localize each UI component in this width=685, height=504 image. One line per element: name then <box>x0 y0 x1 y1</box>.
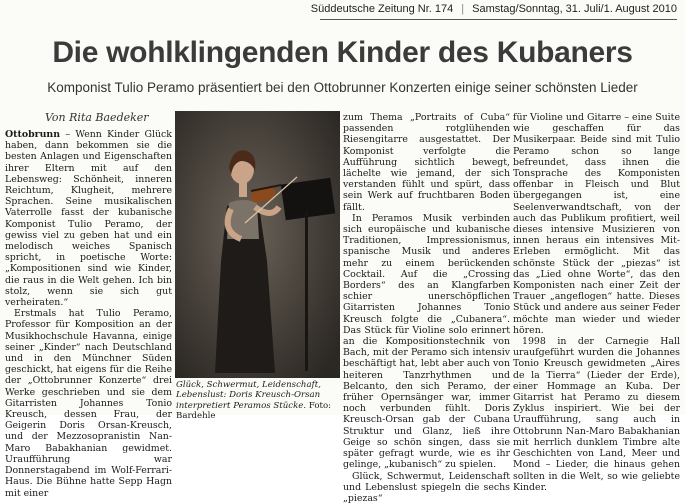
article-photo <box>175 111 340 378</box>
violinist-photo-illustration <box>175 111 340 378</box>
photo-credit: Foto: Bardehle <box>176 401 331 421</box>
paragraph: zum Thema „Portraits of Cuba“ passenden rotglühenden Riesengitarre ausgestattet. Der Komponist verfolgte die Aufführung sichtlich bewegt, lächelte wie jemand, der sich verstanden fühlt und spürt, dass sein Werk auf fruchtbaren Boden fällt. <box>343 112 510 213</box>
subtitle: Komponist Tulio Peramo präsentiert bei den Ottobrunner Konzerten einige seiner schönsten Lieder <box>0 80 685 95</box>
article-column-4 <box>513 112 680 493</box>
paragraph-text: – Wenn Kinder Glück haben, dann bekommen sie die besten Anlagen und Eigenschaften ihrer Eltern mit auf den Lebensweg: Schönheit, inneren Reichtum, Klugheit, mehrere Sprachen. Seine musikalischen Vaterrolle fasst der kubanische Komponist Tulio Peramo, der gewiss viel zu geben hat und ein melodisch weiches Spanisch spricht, in poetische Worte: „Kompositionen sind wie Kinder, die raus in die Welt gehen. Ich bin stolz, wenn sie sich gut verheiraten.“ <box>5 129 172 308</box>
masthead-rule <box>320 19 677 20</box>
headline: Die wohlklingenden Kinder des Kubaners <box>0 36 685 70</box>
issue-date: Samstag/Sonntag, 31. Juli/1. August 2010 <box>472 3 677 15</box>
paragraph: In Peramos Musik verbinden sich europäische und kubanische Traditionen, Impressionismus, spanische Musik und anderes mehr zu einem berückenden Cocktail. Auf die „Crossing Borders“ des an Klangfarben schier unerschöpflichen Gitarristen Johannes Tonio Kreusch folgte die „Cubanera“. Das Stück für Violine solo erinnert an die Kompositionstechnik von Bach, mit der Peramo sich intensiv beschäftigt hat, lebt aber auch von heiteren Tanzrhythmen und Belcanto, den sich Peramo, der früher Opernsänger war, immer noch verbunden fühlt. Doris Kreusch-Orsan gab der Cubana Struktur und Glanz, ließ ihre Geige so schön singen, dass sie später gefragt wurde, wie es ihr gelinge, „kubanisch“ zu spielen. <box>343 213 510 471</box>
article-column-1 <box>5 129 172 499</box>
paragraph <box>5 129 172 308</box>
masthead-separator: | <box>461 3 464 15</box>
masthead <box>311 3 677 15</box>
paragraph: Glück, Schwermut, Leidenschaft und Lebenslust spiegeln die sechs „piezas“ <box>343 471 510 504</box>
paragraph: 1998 in der Carnegie Hall uraufgeführt wurden die Johannes Tonio Kreusch gewidmeten „Aires de la Tierra“ (Lieder der Erde), einer Hommage an Kuba. Der Gitarrist hat Peramo zu diesem Zyklus inspiriert. Wie bei der Uraufführung, sang auch in Ottobrunn Nan-Maro Babakhanian mit herrlich dunklem Timbre alte Geschichten von Land, Meer und Mond – Lieder, die hinaus gehen sollten in die Welt, so wie geliebte Kinder. <box>513 336 680 493</box>
byline: Von Rita Baedeker <box>45 111 149 124</box>
newspaper-name: Süddeutsche Zeitung Nr. 174 <box>311 3 453 15</box>
dateline: Ottobrunn <box>5 129 60 140</box>
caption-text: Glück, Schwermut, Leidenschaft, Lebenslust: Doris Kreusch-Orsan interpretiert Peramos Stücke. <box>176 380 321 411</box>
paragraph: für Violine und Gitarre – eine Suite wie geschaffen für das Musikerpaar. Beide sind mit Tulio Peramo schon so lange befreundet, dass ihnen die Tonsprache des Komponisten offenbar in Fleisch und Blut übergegangen ist, eine Seelenverwandtschaft, von der auch das Publikum profitiert, weil dieses intensive Musizieren von innen heraus ein intensives Mit-Erleben ermöglicht. Mit das schönste Stück der „piezas“ ist das „Lied ohne Worte“, das den Komponisten nach einer Zeit der Trauer „angeflogen“ hatte. Dieses Stück und andere aus seiner Feder möchte man wieder und wieder hören. <box>513 112 680 336</box>
paragraph: Erstmals hat Tulio Peramo, Professor für Komposition an der Musikhochschule Havanna, einige seiner „Kinder“ nach Deutschland und in den Münchner Süden geschickt, hat eigens für die Reihe der „Ottobrunner Konzerte“ drei Werke geschrieben und sie dem Gitarristen Johannes Tonio Kreusch, dessen Frau, der Geigerin Doris Orsan-Kreusch, und der Mezzosopranistin Nan-Maro Babakhanian gewidmet. Uraufführung war Donnerstagabend im Wolf-Ferrari-Haus. Die Bühne hatte Sepp Hagn mit einer <box>5 308 172 498</box>
article-column-3 <box>343 112 510 504</box>
photo-caption <box>176 380 340 422</box>
